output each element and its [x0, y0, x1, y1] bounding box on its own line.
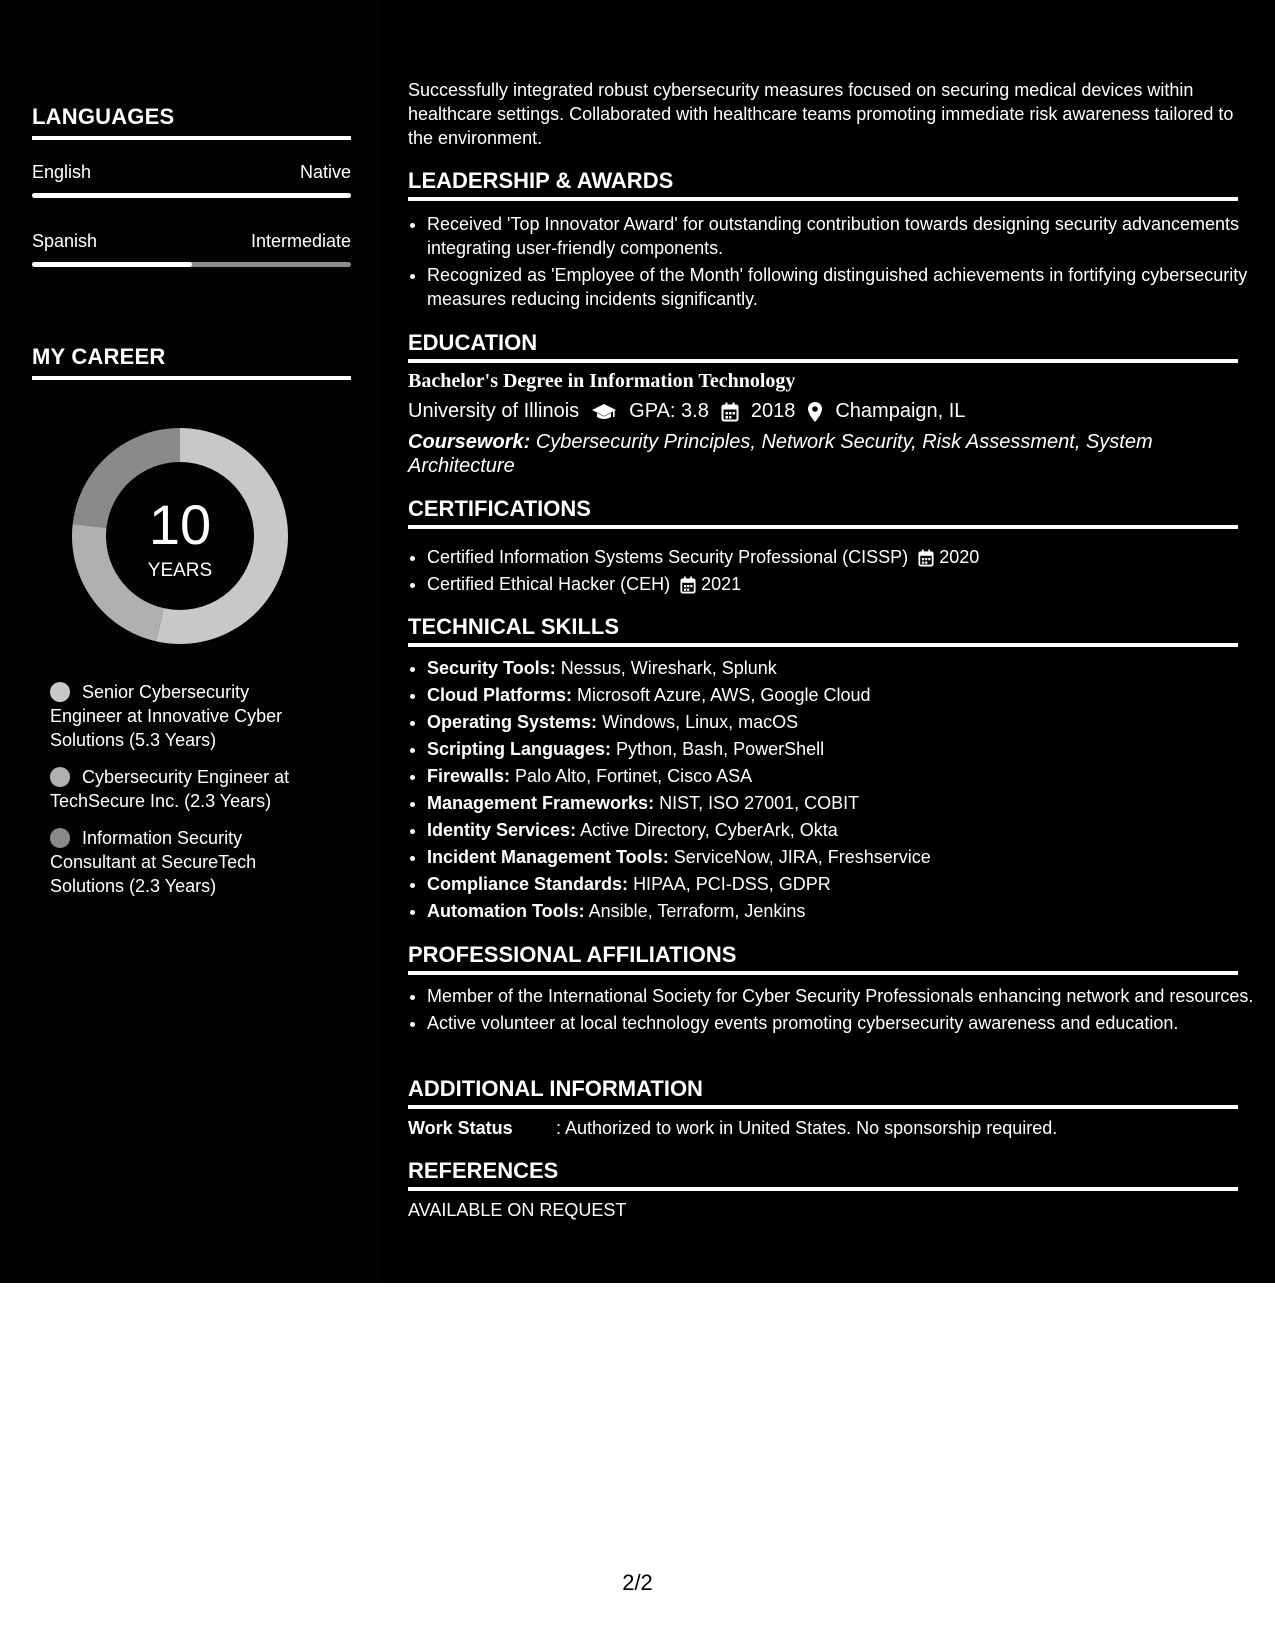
skill-label: Operating Systems: [427, 712, 598, 732]
career-item-text: Senior Cybersecurity Engineer at Innovative Cyber Solutions (5.3 Years) [50, 682, 283, 750]
skill-label: Management Frameworks: [427, 793, 655, 813]
certification-year: 2020 [939, 547, 980, 567]
legend-dot-icon [50, 828, 70, 848]
education-meta [408, 400, 965, 423]
certification-item [427, 545, 1257, 569]
skill-item [427, 872, 1257, 896]
skill-label: Security Tools: [427, 658, 556, 678]
education-heading: EDUCATION [408, 330, 1238, 363]
calendar-icon [721, 402, 739, 422]
skill-item [427, 818, 1257, 842]
skill-value: ServiceNow, JIRA, Freshservice [673, 847, 931, 867]
skill-value: HIPAA, PCI-DSS, GDPR [633, 874, 831, 894]
skill-item [427, 710, 1257, 734]
work-status-label: Work Status [408, 1118, 513, 1138]
references-heading: REFERENCES [408, 1158, 1238, 1191]
skill-value: Nessus, Wireshark, Splunk [560, 658, 777, 678]
certification-year: 2021 [701, 574, 742, 594]
coursework-text: Cybersecurity Principles, Network Security, Risk Assessment, System Architecture [408, 431, 1153, 477]
skill-label: Scripting Languages: [427, 739, 612, 759]
skill-item [427, 764, 1257, 788]
certification-item [427, 572, 1257, 596]
affiliations-heading: PROFESSIONAL AFFILIATIONS [408, 942, 1238, 975]
location-pin-icon [807, 401, 823, 423]
language-bar-fill [32, 262, 192, 267]
career-item-text: Cybersecurity Engineer at TechSecure Inc. (2.3 Years) [50, 767, 290, 811]
skill-item [427, 791, 1257, 815]
coursework [408, 430, 1238, 478]
skill-value: Python, Bash, PowerShell [616, 739, 825, 759]
certifications-heading: CERTIFICATIONS [408, 496, 1238, 529]
work-status-value: : Authorized to work in United States. No sponsorship required. [556, 1118, 1058, 1138]
legend-dot-icon [50, 767, 70, 787]
language-bar-spanish [32, 262, 351, 267]
career-item [50, 680, 310, 752]
certification-name: Certified Information Systems Security Professional (CISSP) [427, 547, 909, 567]
certification-name: Certified Ethical Hacker (CEH) [427, 574, 671, 594]
coursework-label: Coursework: [408, 431, 531, 453]
career-heading: MY CAREER [32, 344, 351, 380]
certifications-list [408, 545, 1257, 599]
skill-item [427, 656, 1257, 680]
degree-title: Bachelor's Degree in Information Technology [408, 370, 796, 392]
references-text: AVAILABLE ON REQUEST [408, 1200, 627, 1220]
graduation-cap-icon [591, 402, 617, 422]
language-bar-fill [32, 193, 351, 198]
leadership-item: • Received 'Top Innovator Award' for outstanding contribution towards designing security advancements integrating user-friendly components. [427, 212, 1257, 260]
leadership-list [408, 212, 1257, 314]
skill-label: Automation Tools: [427, 901, 585, 921]
skill-label: Firewalls: [427, 766, 511, 786]
affiliation-item: • Active volunteer at local technology events promoting cybersecurity awareness and education. [427, 1011, 1257, 1035]
work-status-row [408, 1118, 1057, 1139]
skill-label: Compliance Standards: [427, 874, 629, 894]
legend-dot-icon [50, 682, 70, 702]
skill-value: NIST, ISO 27001, COBIT [659, 793, 860, 813]
calendar-icon [680, 576, 696, 594]
skill-label: Identity Services: [427, 820, 577, 840]
calendar-icon [918, 549, 934, 567]
affiliation-item: • Member of the International Society for Cyber Security Professionals enhancing network and resources. [427, 984, 1257, 1008]
skill-item [427, 845, 1257, 869]
sidebar [0, 0, 381, 1283]
school-name: University of Illinois [408, 400, 580, 422]
affiliations-list [408, 984, 1257, 1038]
skills-list [408, 656, 1257, 926]
career-donut-chart [62, 418, 298, 654]
career-unit: YEARS [147, 560, 213, 581]
skill-value: Palo Alto, Fortinet, Cisco ASA [515, 766, 753, 786]
career-list [50, 680, 310, 911]
skill-value: Windows, Linux, macOS [602, 712, 799, 732]
skill-value: Active Directory, CyberArk, Okta [580, 820, 838, 840]
skill-value: Microsoft Azure, AWS, Google Cloud [577, 685, 871, 705]
page-number: 2/2 [622, 1570, 653, 1595]
career-item [50, 765, 310, 813]
skill-label: Cloud Platforms: [427, 685, 573, 705]
leadership-item: • Recognized as 'Employee of the Month' following distinguished achievements in fortifying cybersecurity measures reducing incidents significantly. [427, 263, 1257, 311]
language-name: Spanish [32, 231, 98, 251]
language-level: Native [299, 162, 351, 182]
career-item-text: Information Security Consultant at SecureTech Solutions (2.3 Years) [50, 828, 257, 896]
skill-label: Incident Management Tools: [427, 847, 669, 867]
leadership-heading: LEADERSHIP & AWARDS [408, 168, 1238, 201]
career-item [50, 826, 310, 898]
additional-info-heading: ADDITIONAL INFORMATION [408, 1076, 1238, 1109]
language-name: English [32, 162, 92, 182]
language-bar-english [32, 193, 351, 198]
gpa: GPA: 3.8 [629, 400, 709, 422]
skill-value: Ansible, Terraform, Jenkins [588, 901, 806, 921]
intro-paragraph: Successfully integrated robust cybersecurity measures focused on securing medical devices within healthcare settings. Collaborated with healthcare teams promoting immediate risk awareness tailored to the environment. [408, 80, 1234, 148]
school-location: Champaign, IL [835, 400, 966, 422]
skill-item [427, 683, 1257, 707]
language-level: Intermediate [250, 231, 351, 251]
skill-item [427, 899, 1257, 923]
graduation-year: 2018 [750, 400, 796, 422]
skills-heading: TECHNICAL SKILLS [408, 614, 1238, 647]
languages-heading: LANGUAGES [32, 104, 351, 140]
skill-item [427, 737, 1257, 761]
career-total: 10 [148, 493, 212, 556]
